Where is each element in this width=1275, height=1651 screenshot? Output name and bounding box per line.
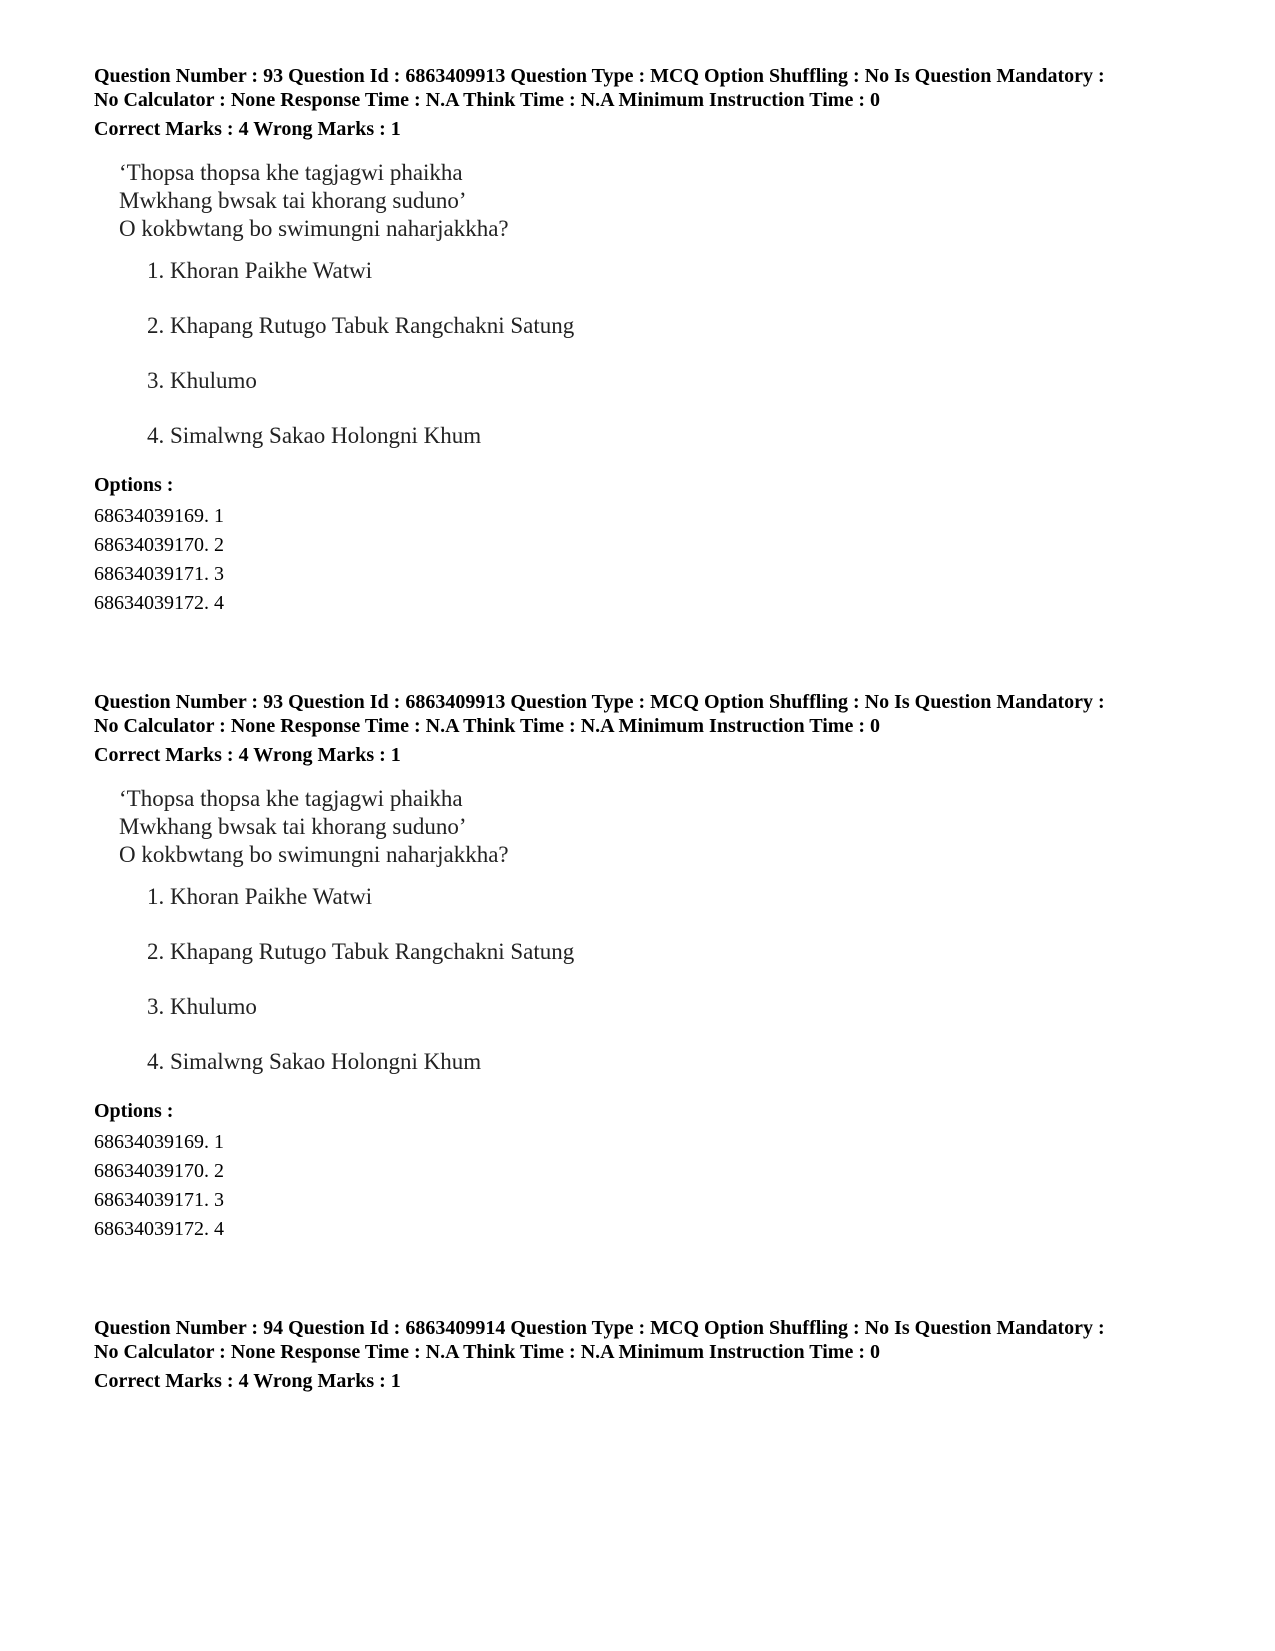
question-marks: Correct Marks : 4 Wrong Marks : 1 bbox=[94, 1370, 401, 1392]
question-choices bbox=[147, 883, 1204, 1076]
question-stem-line: ‘Thopsa thopsa khe tagjagwi phaikha bbox=[119, 160, 463, 185]
option-row: 68634039172. 4 bbox=[94, 1218, 224, 1240]
question-meta-line-1: Question Number : 93 Question Id : 6863409913 Question Type : MCQ Option Shuffling : No Is Question Mandatory : bbox=[94, 65, 1105, 87]
options-list bbox=[94, 502, 1204, 618]
question-meta-line-2: No Calculator : None Response Time : N.A Think Time : N.A Minimum Instruction Time : 0 bbox=[94, 89, 880, 111]
question-marks: Correct Marks : 4 Wrong Marks : 1 bbox=[94, 744, 401, 766]
question-choice: 2. Khapang Rutugo Tabuk Rangchakni Satung bbox=[147, 939, 575, 964]
question-choice: 1. Khoran Paikhe Watwi bbox=[147, 884, 373, 909]
question-choice: 4. Simalwng Sakao Holongni Khum bbox=[147, 423, 482, 448]
question-choice: 1. Khoran Paikhe Watwi bbox=[147, 258, 373, 283]
question-marks: Correct Marks : 4 Wrong Marks : 1 bbox=[94, 118, 401, 140]
option-row: 68634039170. 2 bbox=[94, 1160, 224, 1182]
question-image bbox=[119, 159, 1204, 450]
option-row: 68634039172. 4 bbox=[94, 592, 224, 614]
question-choice: 3. Khulumo bbox=[147, 994, 257, 1019]
question-image bbox=[119, 785, 1204, 1076]
question-stem-line: O kokbwtang bo swimungni naharjakkha? bbox=[119, 216, 509, 241]
option-row: 68634039171. 3 bbox=[94, 1189, 224, 1211]
question-choice: 2. Khapang Rutugo Tabuk Rangchakni Satung bbox=[147, 313, 575, 338]
option-row: 68634039171. 3 bbox=[94, 563, 224, 585]
question-block-93-a bbox=[94, 64, 1204, 618]
option-row: 68634039170. 2 bbox=[94, 534, 224, 556]
option-row: 68634039169. 1 bbox=[94, 505, 224, 527]
question-stem-line: ‘Thopsa thopsa khe tagjagwi phaikha bbox=[119, 786, 463, 811]
question-choices bbox=[147, 257, 1204, 450]
question-meta-line-1: Question Number : 94 Question Id : 6863409914 Question Type : MCQ Option Shuffling : No Is Question Mandatory : bbox=[94, 1317, 1105, 1339]
question-choice: 4. Simalwng Sakao Holongni Khum bbox=[147, 1049, 482, 1074]
question-stem-line: Mwkhang bwsak tai khorang suduno’ bbox=[119, 188, 467, 213]
options-label: Options : bbox=[94, 474, 174, 496]
question-meta-line-2: No Calculator : None Response Time : N.A Think Time : N.A Minimum Instruction Time : 0 bbox=[94, 1341, 880, 1363]
question-block-94 bbox=[94, 1316, 1204, 1393]
options-label: Options : bbox=[94, 1100, 174, 1122]
question-meta-line-1: Question Number : 93 Question Id : 6863409913 Question Type : MCQ Option Shuffling : No Is Question Mandatory : bbox=[94, 691, 1105, 713]
question-choice: 3. Khulumo bbox=[147, 368, 257, 393]
question-block-93-b bbox=[94, 690, 1204, 1244]
option-row: 68634039169. 1 bbox=[94, 1131, 224, 1153]
question-stem-line: Mwkhang bwsak tai khorang suduno’ bbox=[119, 814, 467, 839]
question-stem-line: O kokbwtang bo swimungni naharjakkha? bbox=[119, 842, 509, 867]
question-meta-line-2: No Calculator : None Response Time : N.A Think Time : N.A Minimum Instruction Time : 0 bbox=[94, 715, 880, 737]
options-list bbox=[94, 1128, 1204, 1244]
